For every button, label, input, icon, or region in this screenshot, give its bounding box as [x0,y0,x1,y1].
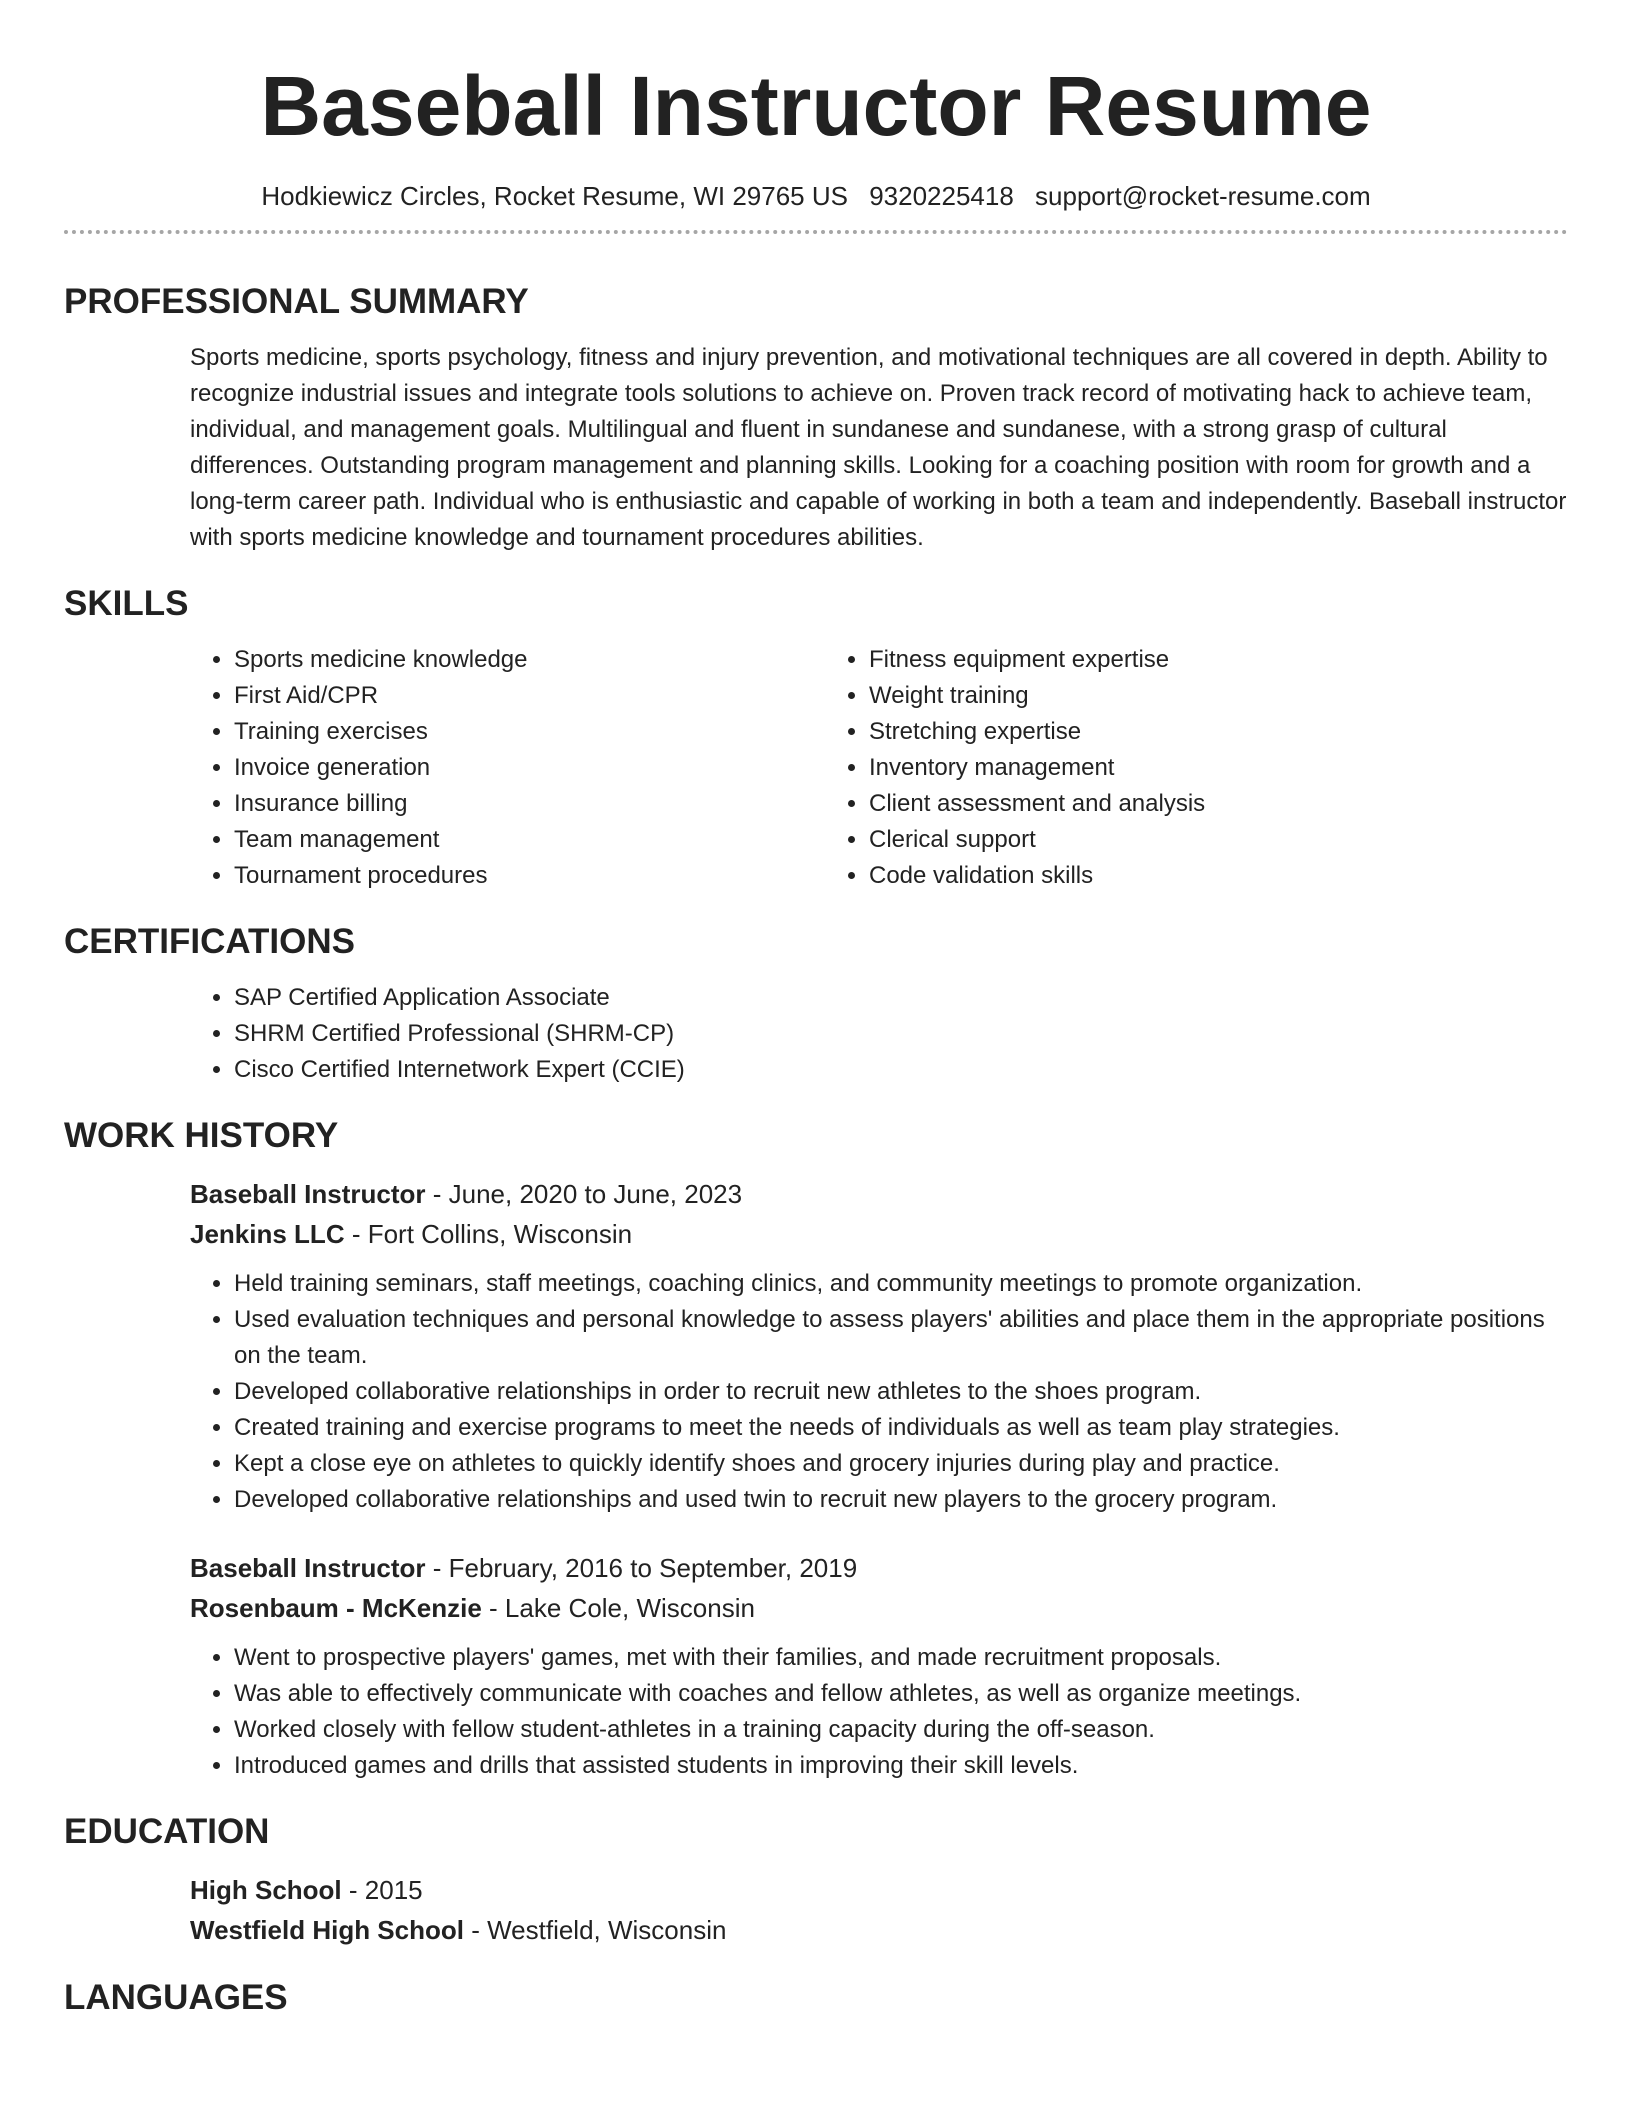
job-location: - Fort Collins, Wisconsin [344,1219,633,1249]
job-bullet: • Developed collaborative relationships in order to recruit new athletes to the shoes program. [234,1374,1568,1410]
education-school-line [190,1910,1568,1950]
summary-heading: PROFESSIONAL SUMMARY [64,282,529,321]
skill-item: • Invoice generation [234,750,825,786]
languages-heading: LANGUAGES [64,1978,288,2017]
job-entry [64,1174,1568,1518]
job-bullets [190,1266,1568,1518]
job-dates: - February, 2016 to September, 2019 [425,1553,858,1583]
certifications-section [64,920,1568,1088]
job-bullet: • Used evaluation techniques and personal knowledge to assess players' abilities and place them in the appropriate positions on the team. [234,1302,1568,1374]
certification-item: • SAP Certified Application Associate [234,980,1568,1016]
skill-item: • Fitness equipment expertise [869,642,1460,678]
education-heading: EDUCATION [64,1812,270,1851]
skill-item: • Weight training [869,678,1460,714]
job-bullets [190,1640,1568,1784]
job-entry [64,1548,1568,1784]
skills-heading: SKILLS [64,584,189,623]
certification-item: • Cisco Certified Internetwork Expert (CCIE) [234,1052,1568,1088]
job-bullet: • Worked closely with fellow student-athletes in a training capacity during the off-season. [234,1712,1568,1748]
job-company-line [190,1214,1568,1254]
contact-address: Hodkiewicz Circles, Rocket Resume, WI 29765 US [261,181,848,211]
skills-right-list [825,642,1460,894]
skill-item: • Team management [234,822,825,858]
job-bullet: • Held training seminars, staff meetings, coaching clinics, and community meetings to promote organization. [234,1266,1568,1302]
education-section [64,1810,1568,1950]
work-history-section [64,1114,1568,1784]
job-bullet: • Was able to effectively communicate with coaches and fellow athletes, as well as organize meetings. [234,1676,1568,1712]
job-company-line [190,1588,1568,1628]
job-bullet: • Created training and exercise programs to meet the needs of individuals as well as team play strategies. [234,1410,1568,1446]
skill-item: • First Aid/CPR [234,678,825,714]
contact-phone: 9320225418 [869,181,1014,211]
skills-section [64,582,1568,894]
education-degree-line [190,1870,1568,1910]
job-bullet: • Went to prospective players' games, met with their families, and made recruitment proposals. [234,1640,1568,1676]
job-dates: - June, 2020 to June, 2023 [425,1179,743,1209]
header-divider [64,230,1568,234]
job-company: Jenkins LLC [190,1219,345,1249]
work-history-heading: WORK HISTORY [64,1116,339,1155]
certification-item: • SHRM Certified Professional (SHRM-CP) [234,1016,1568,1052]
languages-section [64,1976,1568,2020]
skill-item: • Code validation skills [869,858,1460,894]
skill-item: • Clerical support [869,822,1460,858]
skills-grid [190,642,1568,894]
job-title: Baseball Instructor [190,1179,426,1209]
summary-section [64,280,1568,556]
job-bullet: • Kept a close eye on athletes to quickly identify shoes and grocery injuries during play and practice. [234,1446,1568,1482]
summary-text: Sports medicine, sports psychology, fitness and injury prevention, and motivational techniques are all covered in depth. Ability to recognize industrial issues and integrate tools solutions to achieve on. Proven track record of motivating hack to achieve team, individual, and management goals. Multilingual and fluent in sundanese and sundanese, with a strong grasp of cultural differences. Outstanding program management and planning skills. Looking for a coaching position with room for growth and a long-term career path. Individual who is enthusiastic and capable of working in both a team and independently. Baseball instructor with sports medicine knowledge and tournament procedures abilities. [190,344,1567,551]
job-title-line [190,1174,1568,1214]
education-school: Westfield High School [190,1915,464,1945]
contact-line [64,180,1568,212]
certifications-list [190,980,1568,1088]
job-company: Rosenbaum - McKenzie [190,1593,482,1623]
certifications-heading: CERTIFICATIONS [64,922,356,961]
job-title: Baseball Instructor [190,1553,426,1583]
skill-item: • Tournament procedures [234,858,825,894]
job-bullet: • Introduced games and drills that assisted students in improving their skill levels. [234,1748,1568,1784]
skill-item: • Client assessment and analysis [869,786,1460,822]
skill-item: • Inventory management [869,750,1460,786]
skill-item: • Sports medicine knowledge [234,642,825,678]
skill-item: • Stretching expertise [869,714,1460,750]
education-entry [64,1870,1568,1950]
resume-title: Baseball Instructor Resume [260,59,1372,153]
education-location: - Westfield, Wisconsin [463,1915,727,1945]
job-location: - Lake Cole, Wisconsin [481,1593,755,1623]
skill-item: • Training exercises [234,714,825,750]
job-bullet: • Developed collaborative relationships and used twin to recruit new players to the grocery program. [234,1482,1568,1518]
contact-email: support@rocket-resume.com [1035,181,1371,211]
education-degree: High School [190,1875,342,1905]
skill-item: • Insurance billing [234,786,825,822]
skills-left-list [190,642,825,894]
education-year: - 2015 [341,1875,423,1905]
job-title-line [190,1548,1568,1588]
